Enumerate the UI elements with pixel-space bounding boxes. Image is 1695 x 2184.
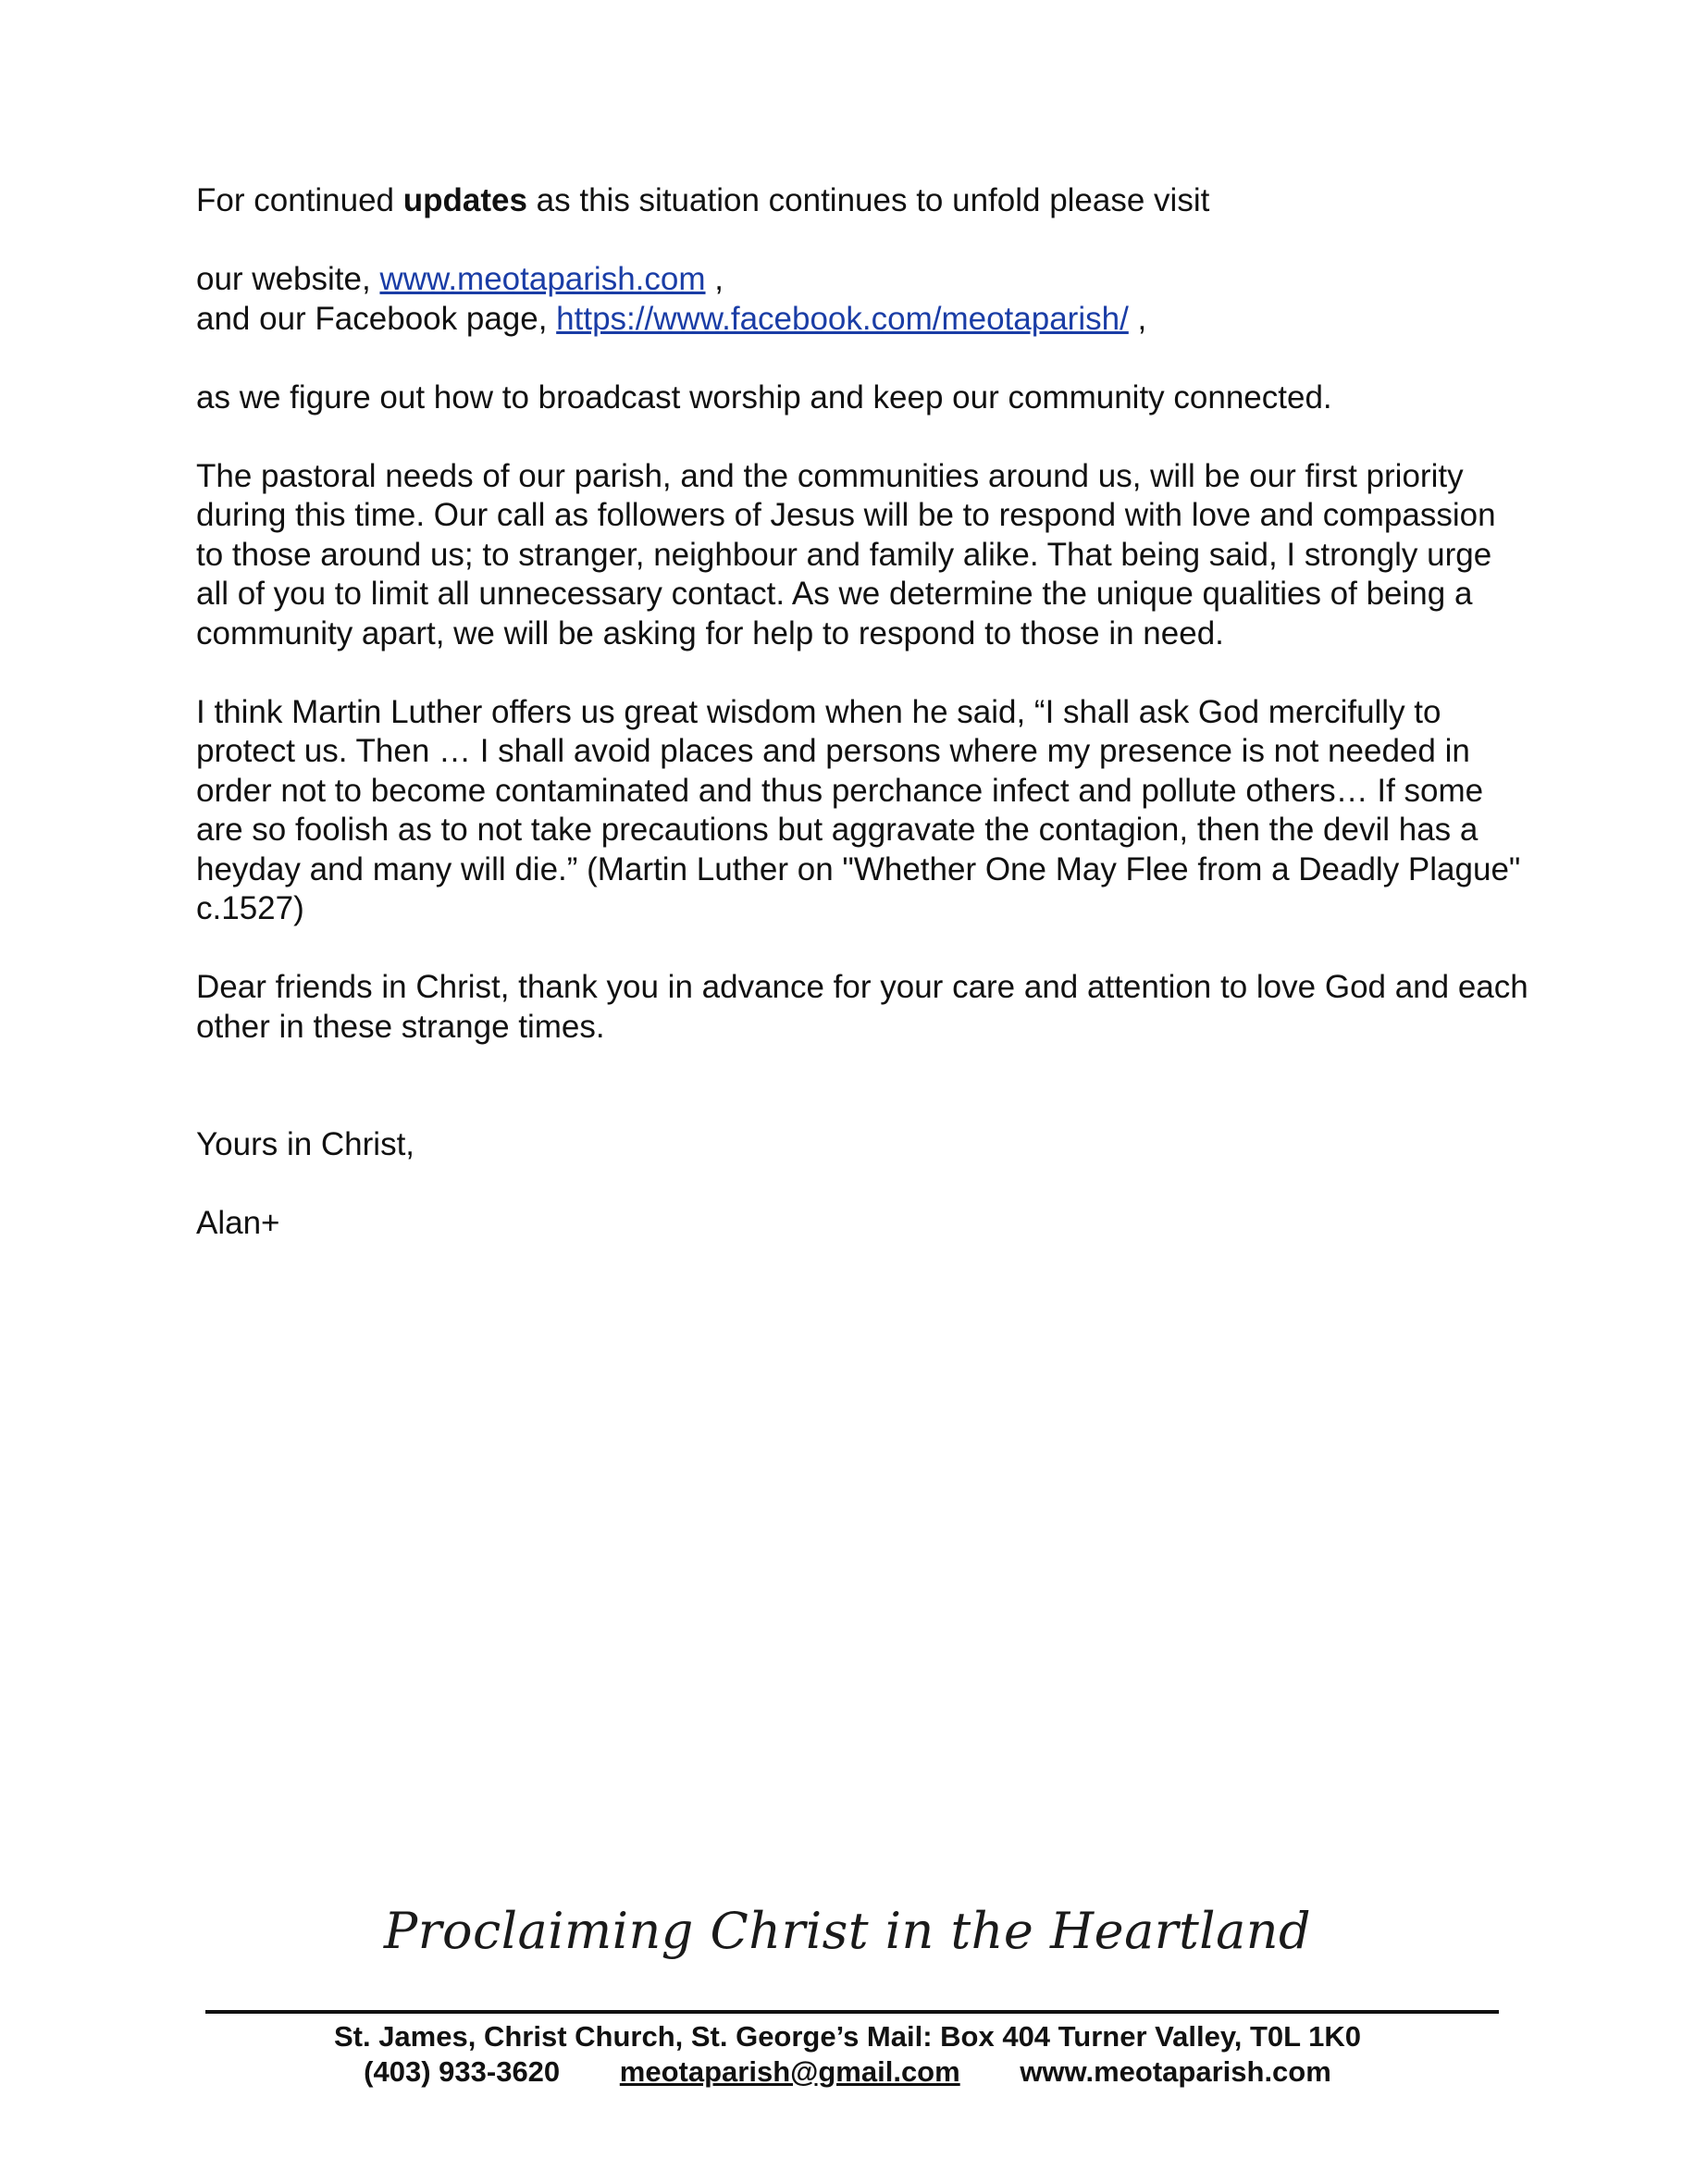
broadcast-line: as we figure out how to broadcast worship and keep our community connected. [196, 378, 1332, 416]
footer-contact-row [0, 2054, 1695, 2090]
footer-phone: (403) 933-3620 [364, 2055, 561, 2088]
facebook-link[interactable]: https://www.facebook.com/meotaparish/ [556, 300, 1129, 337]
signature: Alan+ [196, 1205, 280, 1241]
letterhead-footer [0, 2019, 1695, 2090]
updates-intro: For continued updates as this situation continues to unfold please visit [196, 182, 1210, 218]
thanks-paragraph: Dear friends in Christ, thank you in advance for your care and attention to love God and each other in these strange times. [196, 969, 1528, 1045]
facebook-line: and our Facebook page, https://www.facebook.com/meotaparish/ , [196, 300, 1147, 337]
footer-email-link[interactable]: meotaparish@gmail.com [619, 2055, 960, 2088]
website-line: our website, www.meotaparish.com , [196, 261, 724, 297]
website-link[interactable]: www.meotaparish.com [379, 261, 706, 297]
footer-address: St. James, Christ Church, St. George’s Mail: Box 404 Turner Valley, T0L 1K0 [333, 2020, 1362, 2053]
tagline: Proclaiming Christ in the Heartland [383, 1902, 1312, 1960]
closing: Yours in Christ, [196, 1126, 415, 1162]
letter-body [196, 181, 1528, 1244]
luther-paragraph: I think Martin Luther offers us great wisdom when he said, “I shall ask God mercifully to protect us. Then … I shall avoid places and persons where my presence is not needed in order not to become contaminated and thus perchance infect and pollute others… If some are so foolish as to not take precautions but aggravate the contagion, then the devil has a heyday and many will die.” (Martin Luther on "Whether One May Flee from a Deadly Plague" c.1527) [196, 693, 1521, 926]
pastoral-paragraph: The pastoral needs of our parish, and the communities around us, will be our first priority during this time. Our call as followers of Jesus will be to respond with love and compassion to those around us; to stranger, neighbour and family alike. That being said, I strongly urge all of you to limit all unnecessary contact. As we determine the unique qualities of being a community apart, we will be asking for help to respond to those in need. [196, 457, 1496, 651]
footer-website: www.meotaparish.com [1020, 2055, 1331, 2088]
updates-bold-word: updates [402, 182, 527, 218]
footer-divider [205, 2010, 1499, 2014]
